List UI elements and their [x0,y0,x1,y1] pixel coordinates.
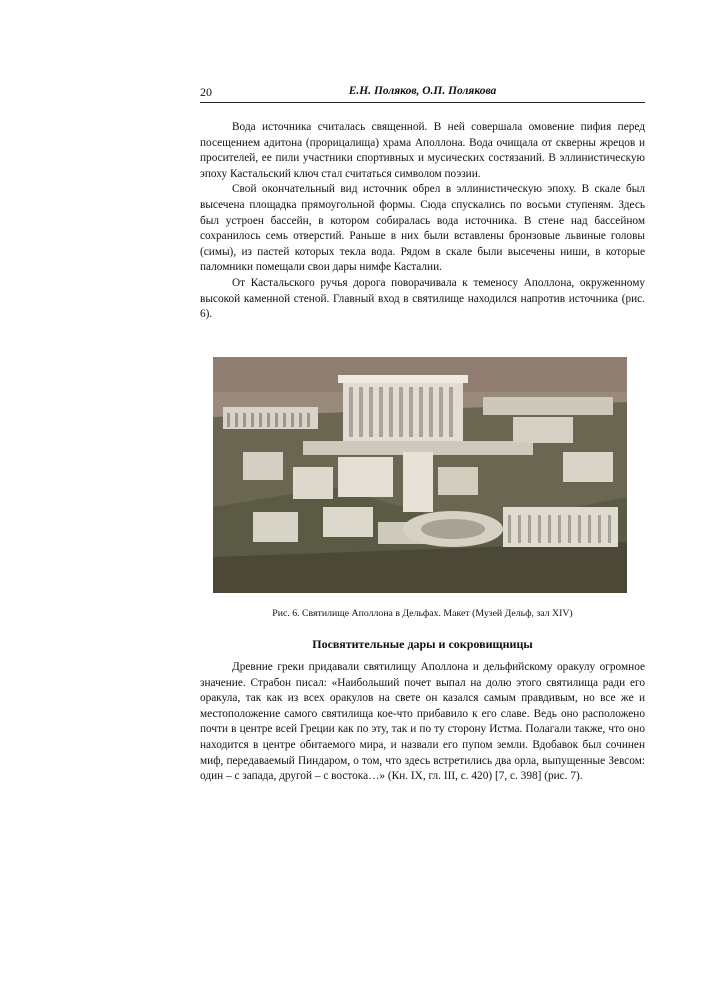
figure-photo-delphi-model [213,357,627,593]
paragraph: Свой окончательный вид источник обрел в эллинистическую эпоху. В скале был высечена площадка прямоугольной формы. Сюда спускались по восьми ступеням. Здесь был устроен бассейн, в котором собиралась вода источника. В стене над бассейном сохранилось семь отверстий. Раньше в них были вставлены бронзовые львиные головы (симы), из пастей которых текла вода. Рядом в скале были высечены ниши, в которые паломники помещали свои дары нимфе Касталии. [200,183,645,274]
page-header [200,82,645,103]
body-text-bottom [200,660,645,785]
section-heading: Посвятительные дары и сокровищницы [312,637,533,651]
paragraph: Вода источника считалась священной. В ней совершала омовение пифия перед посещением адитона (прорицалища) храма Аполлона. Вода очищала от скверны жрецов и просителей, ее пили участники спортивных и мусических состязаний. В эллинистическую эпоху Кастальский ключ стал считаться символом поэзии. [200,121,645,180]
body-text-top [200,120,645,323]
model-photo-illustration [213,357,627,593]
page-number: 20 [200,85,212,99]
running-head-authors: Е.Н. Поляков, О.П. Полякова [348,85,497,97]
paragraph: Древние греки придавали святилищу Аполлона и дельфийскому оракулу огромное значение. Страбон писал: «Наибольший почет выпал на долю этого святилища ради его оракула, так как из всех оракулов на свете он казался самым правдивым, но все же и местоположение самого святилища кое-что прибавило к его славе. Ведь оно расположено почти в центре всей Греции как по эту, так и по ту сторону Истма. Полагали также, что оно находится в центре обитаемого мира, и назвали его пупом земли. Вдобавок был сочинен миф, передаваемый Пиндаром, о том, что здесь встретились два орла, выпущенные Зевсом: один – с запада, другой – с востока…» (Кн. IX, гл. III, с. 420) [7, с. 398] (рис. 7). [200,661,645,783]
paragraph: От Кастальского ручья дорога поворачивала к теменосу Аполлона, окруженному высокой каменной стеной. Главный вход в святилище находился напротив источника (рис. 6). [200,276,645,321]
figure-caption: Рис. 6. Святилище Аполлона в Дельфах. Макет (Музей Дельф, зал XIV) [272,608,573,619]
